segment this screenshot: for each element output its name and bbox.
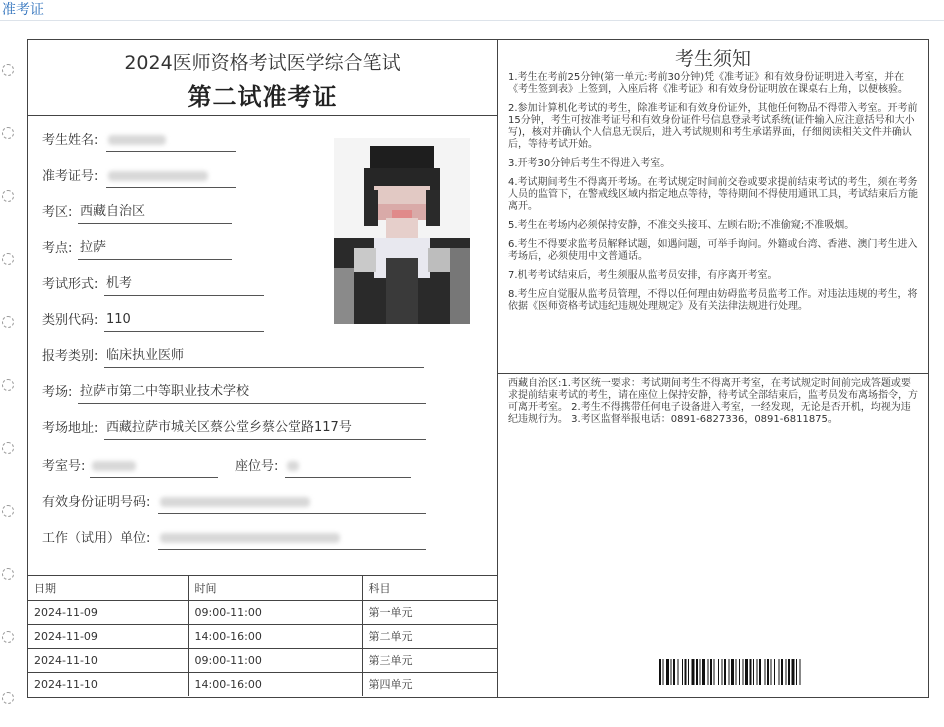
page-title: 准考证 [2, 2, 44, 18]
candidate-name-field [42, 128, 322, 152]
site-value: 拉萨 [78, 237, 232, 260]
perforation-hole [2, 692, 14, 704]
exam-title: 2024医师资格考试医学综合笔试 [124, 52, 401, 74]
table-row [28, 672, 497, 696]
regional-rules [498, 373, 928, 430]
schedule-header-date: 日期 [28, 576, 188, 600]
barcode-bar [678, 659, 679, 685]
candidate-photo-pixelated [334, 138, 470, 324]
barcode-bar [781, 659, 783, 685]
barcode-bar [792, 659, 795, 685]
table-row [28, 600, 497, 624]
schedule-time: 09:00-11:00 [188, 648, 362, 672]
barcode-bar [757, 659, 758, 685]
perforation-hole [2, 64, 14, 76]
barcode-bar [750, 659, 752, 685]
ticket-info-panel [28, 40, 498, 697]
ticket-title: 第二试准考证 [187, 83, 338, 111]
schedule-date: 2024-11-09 [28, 624, 188, 648]
barcode-bar [739, 659, 740, 685]
barcode-bar [759, 659, 761, 685]
category-field [42, 344, 442, 368]
admission-ticket [27, 39, 929, 698]
perforation-hole [2, 631, 14, 643]
address-label: 考场地址: [42, 421, 99, 436]
schedule-header-time: 时间 [188, 576, 362, 600]
id-number-field [42, 490, 442, 514]
barcode-bar [659, 659, 661, 685]
redacted-room-number [92, 461, 136, 471]
notice-item: 1.考生在考前25分钟(第一单元:考前30分钟)凭《准考证》和有效身份证明进入考室，并在《考生签到表》上签到，入座后将《准考证》和有效身份证明放在课桌右上角，以便核验。 [508, 72, 908, 95]
category-code-field [42, 308, 322, 332]
perforation-hole [2, 253, 14, 265]
notice-panel [498, 40, 928, 697]
venue-label: 考场: [42, 385, 73, 400]
barcode-bar [682, 659, 683, 685]
barcode-bar [708, 659, 709, 685]
workplace-value [158, 527, 426, 550]
workplace-label: 工作（试用）单位: [42, 531, 151, 546]
perforation-hole [2, 190, 14, 202]
workplace-field [42, 526, 442, 550]
category-code-label: 类别代码: [42, 313, 99, 328]
schedule-date: 2024-11-09 [28, 600, 188, 624]
notice-item: 6.考生不得要求监考员解释试题，如遇问题，可举手询问。外籍或台湾、香港、澳门考生进入考场后，必须使用中文普通话。 [508, 239, 918, 262]
notice-item: 5.考生在考场内必须保持安静，不准交头接耳、左顾右盼;不准偷窥;不准吸烟。 [508, 220, 855, 231]
category-value: 临床执业医师 [104, 345, 424, 368]
perforation-hole [2, 442, 14, 454]
notice-list [508, 72, 922, 320]
exam-number-value [106, 165, 236, 188]
region-value: 西藏自治区 [78, 201, 232, 224]
perforation-hole [2, 568, 14, 580]
schedule-time: 14:00-16:00 [188, 672, 362, 696]
barcode-bar [729, 659, 730, 685]
redacted-exam-number [108, 171, 208, 181]
schedule-time: 14:00-16:00 [188, 624, 362, 648]
exam-format-value: 机考 [104, 273, 264, 296]
schedule-subject: 第四单元 [362, 672, 497, 696]
redacted-seat-number [287, 461, 299, 471]
table-row [28, 648, 497, 672]
barcode-bar [743, 659, 744, 685]
site-label: 考点: [42, 241, 73, 256]
barcode-bar [688, 659, 689, 685]
ticket-title-box [28, 40, 497, 116]
schedule-subject: 第一单元 [362, 600, 497, 624]
perforation-hole [2, 316, 14, 328]
exam-number-field [42, 164, 322, 188]
barcode-bar [767, 659, 769, 685]
schedule-subject: 第二单元 [362, 624, 497, 648]
notice-item: 7.机考考试结束后，考生须服从监考员安排，有序离开考室。 [508, 270, 778, 281]
barcode-bar [671, 659, 672, 685]
redacted-name [108, 135, 166, 145]
schedule-subject: 第三单元 [362, 648, 497, 672]
id-number-value [158, 491, 426, 514]
address-value: 西藏拉萨市城关区蔡公堂乡蔡公堂路117号 [104, 417, 426, 440]
barcode-bar [796, 659, 797, 685]
barcode-bar [714, 659, 715, 685]
schedule-date: 2024-11-10 [28, 672, 188, 696]
notice-item: 3.开考30分钟后考生不得进入考室。 [508, 158, 671, 169]
barcode-bar [771, 659, 772, 685]
category-label: 报考类别: [42, 349, 99, 364]
barcode-bar [685, 659, 687, 685]
region-field [42, 200, 322, 224]
table-row [28, 624, 497, 648]
region-label: 考区: [42, 205, 73, 220]
barcode-bar [731, 659, 734, 685]
notice-item: 8.考生应自觉服从监考员管理，不得以任何理由妨碍监考员监考工作。对违法违规的考生，将依据《医师资格考试违纪违规处理规定》及有关法律法规进行处理。 [508, 289, 918, 312]
exam-number-label: 准考证号: [42, 169, 99, 184]
barcode-bar [722, 659, 723, 685]
perforation-hole [2, 505, 14, 517]
notice-item: 4.考试期间考生不得离开考场。在考试规定时间前交卷或要求提前结束考试的考生，须在考务人员的监管下，在警戒线区域内指定地点等待，等待期间不得使用通讯工具，考试结束后方能离开。 [508, 177, 918, 212]
regional-rules-text: 西藏自治区:1.考区统一要求：考试期间考生不得离开考室，在考试规定时间前完成答题或要求提前结束考试的考生，请在座位上保持安静，待考试全部结束后，监考员发布离场指令，方可离开考室。 2.考生不得携带任何电子设备进入考室，一经发现，无论是否开机，均视为违纪违规行为。 3.考区监督举报电话：0891-6827336，0891-6811875。 [508, 378, 918, 425]
barcode-bar [745, 659, 748, 685]
seat-number-field [235, 454, 415, 478]
schedule-header-subject: 科目 [368, 581, 391, 595]
notice-title: 考生须知 [674, 48, 751, 70]
barcode-bar [753, 659, 754, 685]
notice-item: 2.参加计算机化考试的考生，除准考证和有效身份证外，其他任何物品不得带入考室。开考前15分钟，考生可按准考证号和有效身份证件号信息登录考试系统(证件输入应注意括号和大小写)，核对并确认个人信息无误后，进入考试规则和考生承诺界面，仔细阅读相关文件并确认后，等待考试开始。 [508, 103, 918, 150]
schedule-date: 2024-11-10 [28, 648, 188, 672]
candidate-photo [334, 138, 470, 324]
barcode-bar [666, 659, 669, 685]
schedule-table [28, 576, 497, 696]
seat-number-value [285, 455, 411, 478]
barcode-bar [692, 659, 695, 685]
barcode-bar [774, 659, 775, 685]
barcode-bar [779, 659, 780, 685]
barcode-bar [702, 659, 705, 685]
candidate-name-value [106, 129, 236, 152]
perforation-hole [2, 379, 14, 391]
barcode-bar [788, 659, 790, 685]
category-code-value: 110 [104, 309, 264, 332]
room-number-value [90, 455, 218, 478]
barcode-bar [765, 659, 766, 685]
room-number-label: 考室号: [42, 459, 86, 474]
address-field [42, 416, 442, 440]
barcode-bar [718, 659, 719, 685]
venue-field [42, 380, 442, 404]
id-number-label: 有效身份证明号码: [42, 495, 151, 510]
barcode-bar [800, 659, 801, 685]
barcode-bar [663, 659, 664, 685]
seat-number-label: 座位号: [235, 459, 279, 474]
venue-value: 拉萨市第二中等职业技术学校 [78, 381, 426, 404]
exam-format-label: 考试形式: [42, 277, 99, 292]
schedule-header-row [28, 576, 497, 600]
barcode-bar [700, 659, 701, 685]
perforation-holes [0, 0, 20, 727]
exam-format-field [42, 272, 322, 296]
barcode-bar [724, 659, 726, 685]
redacted-id-number [160, 497, 310, 507]
candidate-name-label: 考生姓名: [42, 133, 99, 148]
barcode-bar [673, 659, 675, 685]
exam-schedule [28, 575, 497, 698]
schedule-time: 09:00-11:00 [188, 600, 362, 624]
barcode-bar [710, 659, 712, 685]
redacted-workplace [160, 533, 340, 543]
perforation-hole [2, 127, 14, 139]
header-divider [0, 20, 944, 21]
room-number-field [42, 454, 222, 478]
barcode-bar [736, 659, 737, 685]
site-field [42, 236, 322, 260]
barcode-bar [696, 659, 698, 685]
barcode [659, 659, 915, 685]
barcode-bar [786, 659, 787, 685]
